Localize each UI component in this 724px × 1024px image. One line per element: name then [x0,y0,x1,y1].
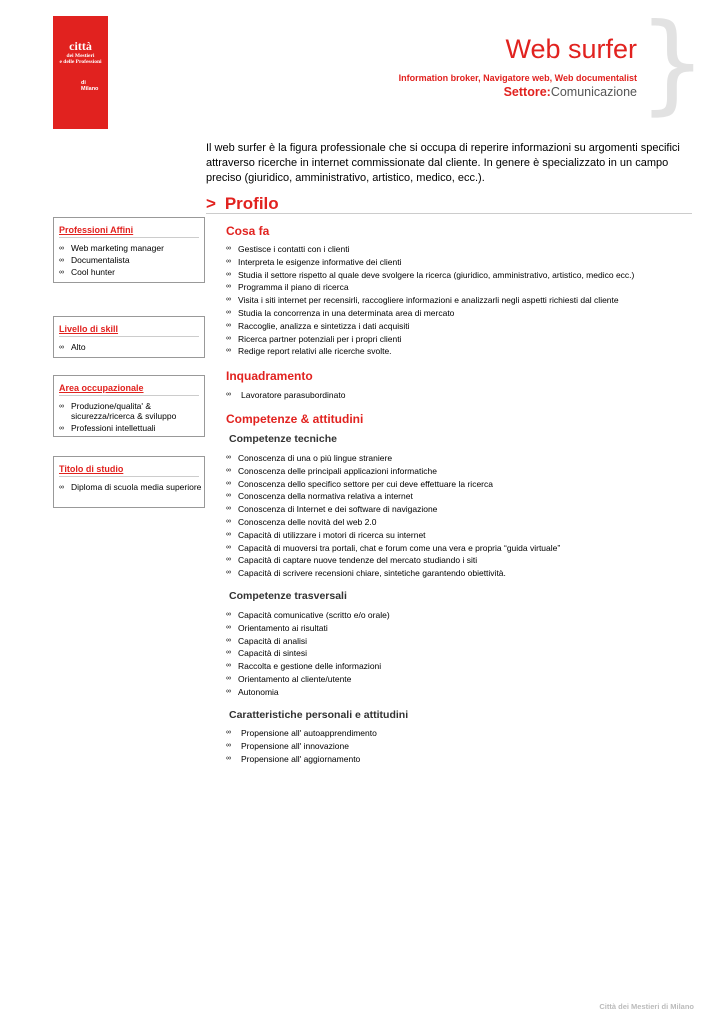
list-item-text: Interpreta le esigenze informative dei clienti [238,256,402,267]
competenza-tecnica-item [226,490,560,503]
box-list-item [54,256,204,266]
competenza-tecnica-item [226,478,560,491]
competenze-trasversali-title: Competenze trasversali [229,590,347,602]
list-item-text: Cool hunter [71,267,115,277]
cosa-fa-item [226,256,634,269]
box-list [54,483,204,493]
bullet-icon: ∞ [226,270,231,278]
bullet-icon: ∞ [226,308,231,316]
list-item-text: Ricerca partner potenziali per i propri clienti [238,333,402,344]
box-list-item [54,343,204,353]
list-item-text: Capacità di muoversi tra portali, chat e forum come una vera e propria “guida virtuale” [238,542,561,553]
inquadramento-list [226,389,345,402]
box-titolo-studio [53,456,205,508]
box-list-item [54,483,204,493]
list-item-text: Capacità comunicative (scritto e/o orale) [238,610,390,620]
profilo-title: Profilo [224,194,279,213]
bullet-icon: ∞ [226,257,231,265]
bullet-icon: ∞ [226,517,231,525]
competenza-trasversale-item [226,622,390,635]
list-item-text: Documentalista [71,255,130,265]
competenza-trasversale-item [226,660,390,673]
logo [53,16,108,129]
bullet-icon: ∞ [226,611,231,618]
list-item-text: Orientamento ai risultati [238,622,328,633]
box-list-item [54,268,204,278]
bullet-icon: ∞ [59,403,64,410]
list-item-text: Raccoglie, analizza e sintetizza i dati acquisiti [238,320,410,331]
box-list [54,402,204,433]
box-title: Titolo di studio [59,464,199,477]
competenza-tecnica-item [226,542,560,555]
bullet-icon: ∞ [226,754,231,762]
list-item-text: Capacità di utilizzare i motori di ricerca su internet [238,529,426,540]
list-item-text: Web marketing manager [71,243,164,253]
bullet-icon: ∞ [226,391,231,398]
bullet-icon: ∞ [226,729,231,736]
page-title: Web surfer [505,34,637,64]
bullet-icon: ∞ [59,344,64,351]
page-subtitle: Information broker, Navigatore web, Web documentalist [398,73,637,83]
list-item-text: Capacità di sintesi [238,648,307,659]
bullet-icon: ∞ [226,454,231,461]
bullet-icon: ∞ [226,662,231,670]
bullet-icon: ∞ [226,687,231,695]
competenze-tecniche-title: Competenze tecniche [229,433,337,445]
list-item-text: Propensione all' aggiornamento [241,753,361,764]
list-item-text: Lavoratore parasubordinato [241,390,346,400]
list-item-text: Propensione all' autoapprendimento [241,728,377,738]
competenze-tecniche-list [226,452,560,580]
bullet-icon: ∞ [226,674,231,682]
intro-paragraph: Il web surfer è la figura professionale che si occupa di reperire informazioni su argomenti specifici attraverso ricerche in internet commissionate dal cliente. In genere è specializzato in un campo preciso (giuridico, amministrativo, artistico, medico, ecc.). [206,142,680,184]
logo-line-2: dei Mestieri e delle Professioni [59,53,102,65]
list-item-text: Orientamento al cliente/utente [238,673,352,684]
cosa-fa-item [226,320,634,333]
list-item-text: Alto [71,342,86,352]
caratteristiche-personali-title: Caratteristiche personali e attitudini [229,709,409,721]
list-item-text: Conoscenza delle novità del web 2.0 [238,516,377,527]
competenze-trasversali-list [226,609,390,699]
list-item-text: Studia la concorrenza in una determinata area di mercato [238,307,455,318]
logo-line-3: di Milano [81,80,99,92]
list-item-text: Gestisce i contatti con i clienti [238,244,350,254]
bullet-icon: ∞ [226,321,231,329]
competenza-tecnica-item [226,452,560,465]
list-item-text: Redige report relativi alle ricerche svolte. [238,346,392,357]
competenza-tecnica-item [226,465,560,478]
bullet-icon: ∞ [59,245,64,252]
bullet-icon: ∞ [226,569,231,577]
competenza-tecnica-item [226,529,560,542]
bullet-icon: ∞ [226,636,231,644]
box-list-item [54,424,204,434]
competenza-trasversale-item [226,686,390,699]
bullet-icon: ∞ [226,283,231,291]
inquadramento-item [226,389,345,402]
cosa-fa-item [226,281,634,294]
box-title: Professioni Affini [59,225,199,238]
bullet-icon: ∞ [59,484,64,491]
list-item-text: Capacità di scrivere recensioni chiare, sintetiche garantendo obiettività. [238,568,506,579]
section-cosa-fa-title: Cosa fa [226,224,270,238]
decorative-brace-icon: } [638,1,707,126]
bullet-icon: ∞ [226,543,231,551]
box-professioni-affini [53,217,205,283]
bullet-icon: ∞ [226,649,231,657]
box-area-occupazionale [53,375,205,437]
box-livello-skill [53,316,205,358]
box-list [54,343,204,353]
list-item-text: Programma il piano di ricerca [238,282,349,293]
competenza-trasversale-item [226,673,390,686]
cosa-fa-item [226,243,634,256]
box-list [54,244,204,278]
list-item-text: Studia il settore rispetto al quale deve svolgere la ricerca (giuridico, amministrativo, artistico, medico ecc.) [238,269,635,280]
list-item-text: Produzione/qualita' & sicurezza/ricerca & sviluppo [71,401,177,421]
competenza-tecnica-item [226,516,560,529]
bullet-icon: ∞ [59,257,64,264]
list-item-text: Raccolta e gestione delle informazioni [238,661,382,672]
box-list-item [54,244,204,254]
list-item-text: Conoscenza della normativa relativa a internet [238,491,413,502]
section-profilo [206,194,692,214]
bullet-icon: ∞ [226,334,231,342]
competenza-trasversale-item [226,609,390,622]
competenza-trasversale-item [226,635,390,648]
bullet-icon: ∞ [226,556,231,564]
caratteristica-item [226,753,377,766]
box-title: Area occupazionale [59,383,199,396]
cosa-fa-list [226,243,634,358]
competenza-trasversale-item [226,647,390,660]
list-item-text: Conoscenza di una o più lingue straniere [238,453,393,463]
cosa-fa-item [226,345,634,358]
bullet-icon: ∞ [226,505,231,513]
list-item-text: Conoscenza di Internet e dei software di navigazione [238,504,438,515]
list-item-text: Capacità di analisi [238,635,307,646]
list-item-text: Visita i siti internet per recensirli, raccogliere informazioni e analizzarli negli aspetti richiesti dal cliente [238,295,619,306]
caratteristiche-personali-list [226,727,377,765]
bullet-icon: ∞ [226,466,231,474]
competenza-tecnica-item [226,567,560,580]
caratteristica-item [226,740,377,753]
cosa-fa-item [226,294,634,307]
section-competenze-title: Competenze & attitudini [226,412,364,426]
logo-line-1: città [69,39,92,53]
bullet-icon: ∞ [226,479,231,487]
list-item-text: Professioni intellettuali [71,422,156,433]
list-item-text: Conoscenza delle principali applicazioni informatiche [238,465,437,476]
sector-line [504,85,637,99]
bullet-icon: ∞ [226,296,231,304]
section-inquadramento-title: Inquadramento [226,369,313,383]
footer: Città dei Mestieri di Milano [599,1002,694,1011]
caratteristica-item [226,727,377,740]
bullet-icon: ∞ [226,347,231,355]
bullet-icon: ∞ [59,424,64,432]
list-item-text: Diploma di scuola media superiore [71,482,202,492]
competenza-tecnica-item [226,503,560,516]
bullet-icon: ∞ [59,269,64,276]
bullet-icon: ∞ [226,530,231,538]
box-list-item [54,402,204,421]
bullet-icon: ∞ [226,245,231,252]
cosa-fa-item [226,269,634,282]
list-item-text: Capacità di captare nuove tendenze del mercato studiando i siti [238,555,478,566]
box-title: Livello di skill [59,324,199,337]
list-item-text: Autonomia [238,686,279,697]
profilo-arrow: > [206,194,216,213]
bullet-icon: ∞ [226,741,231,749]
sector-value: Comunicazione [550,85,637,99]
competenza-tecnica-item [226,554,560,567]
bullet-icon: ∞ [226,492,231,500]
bullet-icon: ∞ [226,623,231,631]
list-item-text: Conoscenza dello specifico settore per cui deve effettuare la ricerca [238,478,493,489]
cosa-fa-item [226,307,634,320]
list-item-text: Propensione all' innovazione [241,740,349,751]
sector-label: Settore: [503,85,551,99]
cosa-fa-item [226,333,634,346]
